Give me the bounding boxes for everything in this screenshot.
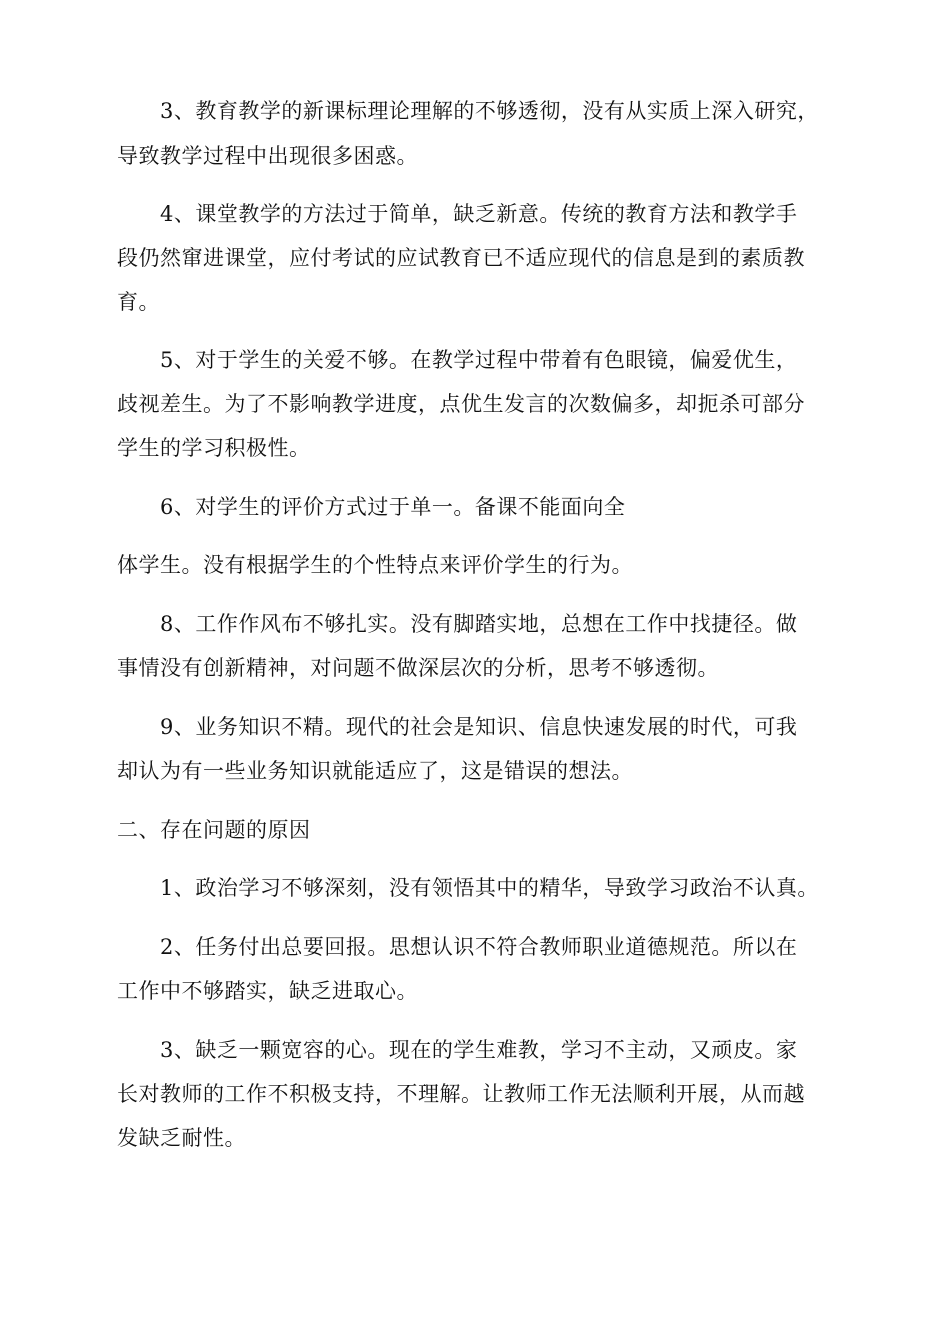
text-line: 段仍然窜进课堂，应付考试的应试教育已不适应现代的信息是到的素质教 xyxy=(117,246,805,270)
text-line: 8、工作作风布不够扎实。没有脚踏实地，总想在工作中找捷径。做 xyxy=(160,612,798,636)
text-line: 3、教育教学的新课标理论理解的不够透彻，没有从实质上深入研究， xyxy=(160,99,819,123)
text-line: 学生的学习积极性。 xyxy=(117,436,311,460)
text-line: 事情没有创新精神，对问题不做深层次的分析，思考不够透彻。 xyxy=(117,656,719,680)
text-line: 6、对学生的评价方式过于单一。备课不能面向全 xyxy=(160,495,626,519)
text-line: 体学生。没有根据学生的个性特点来评价学生的行为。 xyxy=(117,553,633,577)
text-line: 1、政治学习不够深刻，没有领悟其中的精华，导致学习政治不认真。 xyxy=(160,876,819,900)
text-line: 4、课堂教学的方法过于简单，缺乏新意。传统的教育方法和教学手 xyxy=(160,202,798,226)
text-line: 3、缺乏一颗宽容的心。现在的学生难教，学习不主动，又顽皮。家 xyxy=(160,1038,798,1062)
text-line: 9、业务知识不精。现代的社会是知识、信息快速发展的时代，可我 xyxy=(160,715,798,739)
text-line: 5、对于学生的关爱不够。在教学过程中带着有色眼镜，偏爱优生， xyxy=(160,348,798,372)
text-line: 却认为有一些业务知识就能适应了，这是错误的想法。 xyxy=(117,759,633,783)
text-line: 工作中不够踏实，缺乏进取心。 xyxy=(117,979,418,1003)
section-heading: 二、存在问题的原因 xyxy=(117,818,311,842)
text-line: 导致教学过程中出现很多困惑。 xyxy=(117,144,418,168)
text-line: 发缺乏耐性。 xyxy=(117,1126,246,1150)
text-line: 歧视差生。为了不影响教学进度，点优生发言的次数偏多，却扼杀可部分 xyxy=(117,392,805,416)
text-line: 2、任务付出总要回报。思想认识不符合教师职业道德规范。所以在 xyxy=(160,935,798,959)
text-line: 长对教师的工作不积极支持，不理解。让教师工作无法顺利开展，从而越 xyxy=(117,1082,805,1106)
text-line: 育。 xyxy=(117,290,160,314)
